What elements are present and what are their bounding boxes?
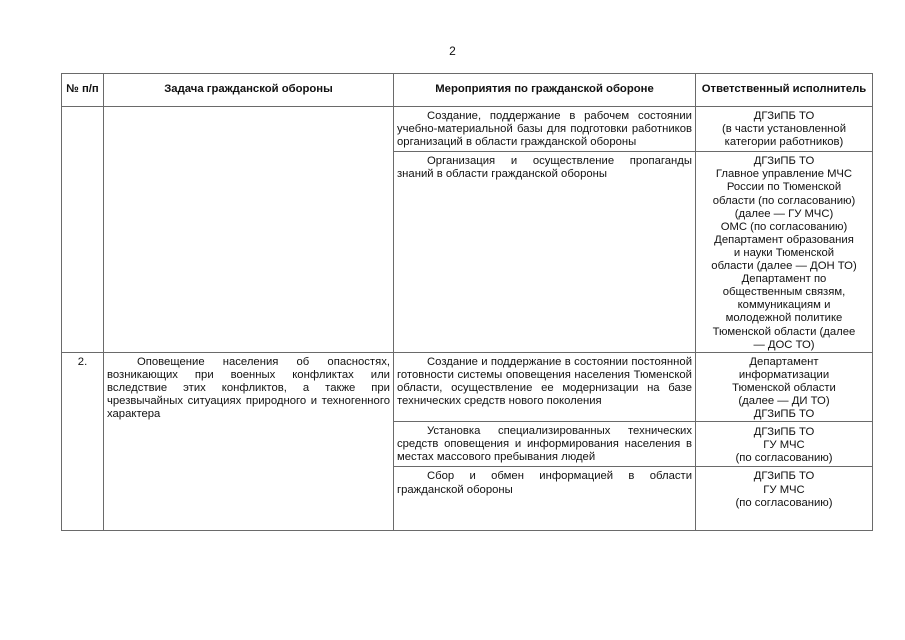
header-measures: Мероприятия по гражданской обороне [394, 74, 696, 107]
table-header-row [62, 74, 873, 107]
resp-line: молодежной политике [725, 312, 843, 325]
resp-line: (далее — ДИ ТО) [738, 394, 830, 407]
resp-line: Департамент [749, 355, 819, 368]
resp-line: Департамент по [741, 273, 827, 286]
row1-responsible-1 [696, 107, 873, 152]
row2-number: 2. [62, 352, 104, 531]
resp-line: ДГЗиПБ ТО [753, 408, 815, 421]
row1-number-cell [62, 107, 104, 353]
header-number: № п/п [62, 74, 104, 107]
resp-line: ОМС (по согласованию) [720, 220, 848, 233]
row2-task: Оповещение населения об опасностях, возникающих при военных конфликтах или вследствие этих конфликтов, а также при чрезвычайных ситуациях природного и техногенного характера [104, 352, 394, 531]
resp-line: категории работников) [724, 136, 844, 149]
row2-measure-1: Создание и поддержание в состоянии постоянной готовности системы оповещения населения Тюменской области, осуществление ее модернизации на базе технических средств нового поколения [394, 352, 696, 421]
resp-line: ГУ МЧС [763, 439, 805, 452]
resp-line: (в части установленной [721, 123, 847, 136]
resp-line: и науки Тюменской [733, 246, 835, 259]
row1-responsible-2 [696, 152, 873, 352]
resp-line: ДГЗиПБ ТО [753, 110, 815, 122]
resp-line: (по согласованию) [735, 452, 833, 465]
header-task: Задача гражданской обороны [104, 74, 394, 107]
resp-line: (по согласованию) [735, 496, 833, 509]
resp-line: Тюменской области (далее [712, 325, 856, 338]
page-number: 2 [449, 44, 456, 58]
resp-line: — ДОС ТО) [753, 338, 815, 351]
row2-responsible-1 [696, 352, 873, 421]
resp-line: ДГЗиПБ ТО [753, 155, 815, 168]
header-responsible: Ответственный исполнитель [696, 74, 873, 107]
row1-task-cell [104, 107, 394, 353]
resp-line: области (далее — ДОН ТО) [711, 260, 857, 273]
row2-responsible-2 [696, 422, 873, 467]
row2-measure-2: Установка специализированных технических средств оповещения и информирования населения в местах массового пребывания людей [394, 422, 696, 467]
row1-measure-2: Организация и осуществление пропаганды знаний в области гражданской обороны [394, 152, 696, 352]
resp-line: информатизации [738, 368, 830, 381]
row2-responsible-3 [696, 467, 873, 531]
civil-defense-table [61, 73, 873, 531]
resp-line: общественным связям, [722, 286, 846, 299]
resp-line: Тюменской области [732, 381, 836, 394]
resp-line: Главное управление МЧС [715, 168, 853, 181]
resp-line: области (по согласованию) [712, 194, 856, 207]
table-row [62, 352, 873, 421]
resp-line: ГУ МЧС [763, 483, 805, 496]
resp-line: коммуникациям и [737, 299, 831, 312]
resp-line: ДГЗиПБ ТО [753, 426, 815, 439]
resp-line: ДГЗиПБ ТО [753, 470, 815, 483]
resp-line: (далее — ГУ МЧС) [734, 207, 834, 220]
resp-line: России по Тюменской [726, 181, 842, 194]
row1-measure-1: Создание, поддержание в рабочем состоянии учебно-материальной базы для подготовки работников организаций в области гражданской обороны [394, 107, 696, 152]
resp-line: Департамент образования [714, 233, 854, 246]
table-row [62, 107, 873, 152]
row2-measure-3: Сбор и обмен информацией в области гражданской обороны [394, 467, 696, 531]
